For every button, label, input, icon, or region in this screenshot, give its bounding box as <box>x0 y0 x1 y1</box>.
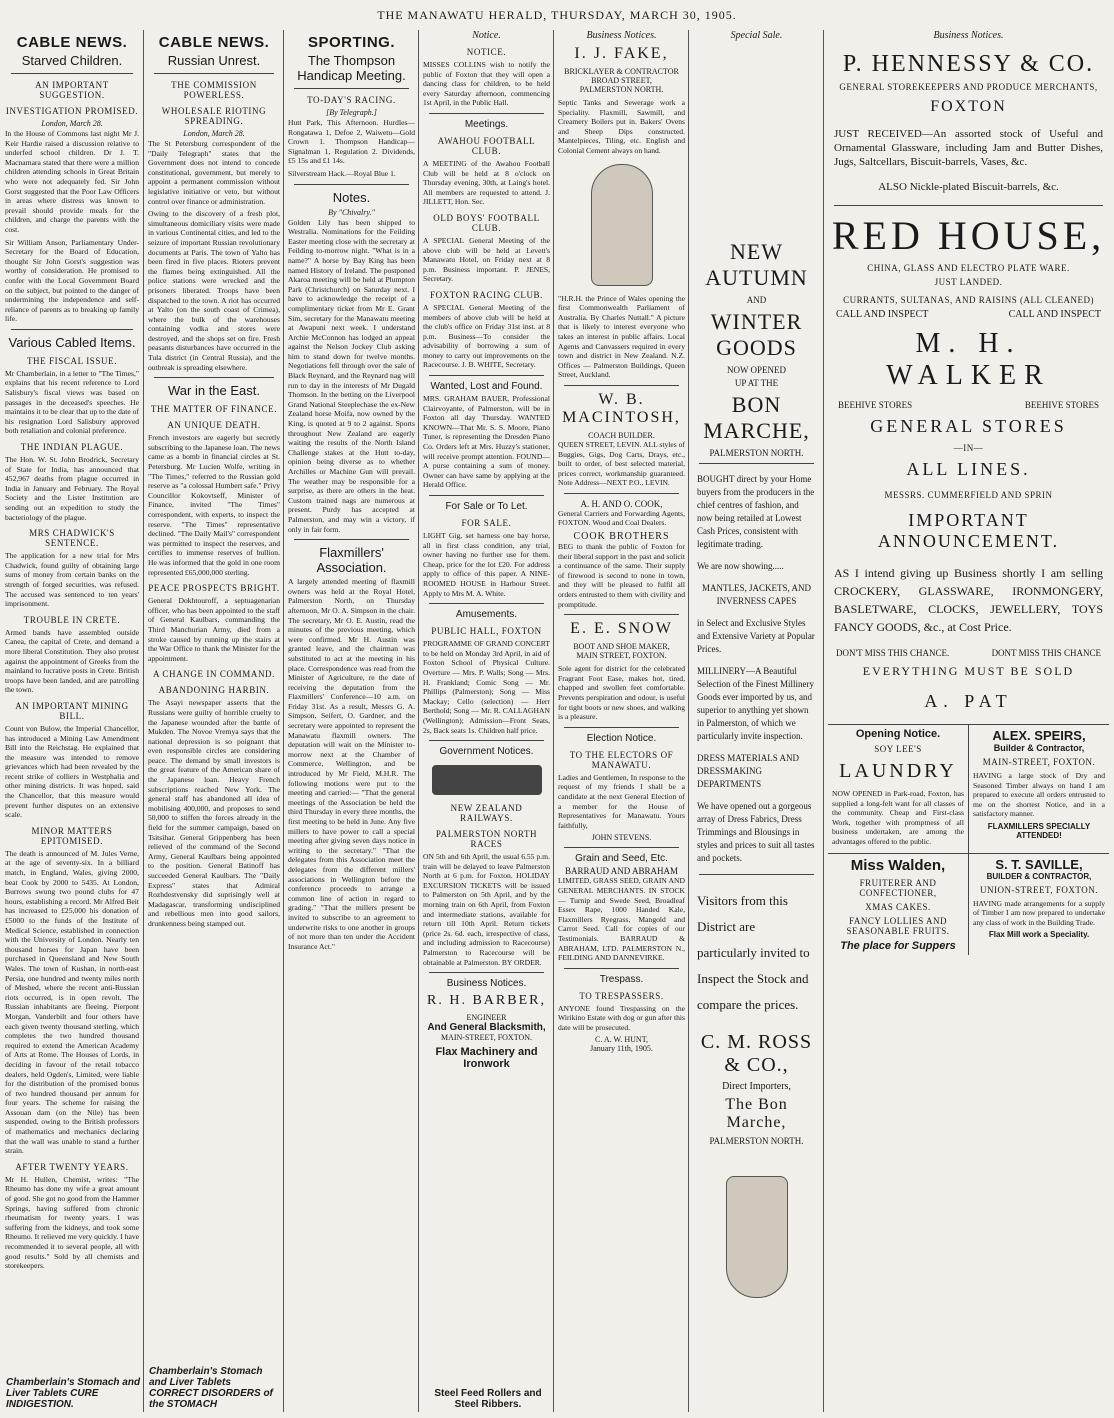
notice-text: MRS. GRAHAM BAUER, Professional Clairvoyante, of Palmerston, will be in Foxton all day Thursday. WANTED KNOWN—That Mr. S. S. Moore, Piano Tuner, is representing the Dresden Piano Co. Orders left at Mrs. Huzzy's stationer, will receive prompt attention. FOUND—A purse containing a sum of money. Owner can have same by applying at the Herald Office. <box>423 394 550 490</box>
article-subhead: THE INDIAN PLAGUE. <box>20 442 124 453</box>
ad-text: HAVING a large stock of Dry and Seasoned Timber always on hand I am prepared to execute all orders entrusted to me on the shortest Notice, and in a satisfactory manner. <box>973 771 1105 819</box>
article-subhead: WHOLESALE RIOTING SPREADING. <box>161 106 267 126</box>
article-subhead: THE COMMISSION POWERLESS. <box>171 80 257 100</box>
ad-headline: GENERAL STORES <box>870 416 1067 436</box>
sale-text: MANTLES, JACKETS, AND INVERNESS CAPES <box>701 583 811 606</box>
ad-text: EVERYTHING MUST BE SOLD <box>862 664 1075 678</box>
sale-headline: C. M. ROSS & CO., <box>700 1031 813 1076</box>
sale-headline: BON MARCHE, <box>703 392 810 443</box>
train-illustration <box>432 765 542 795</box>
pointing-hand-illustration <box>591 164 653 286</box>
advertiser-trade: COACH BUILDER. <box>588 430 655 440</box>
ad-text: DON'T MISS THIS CHANCE. <box>836 648 950 658</box>
section-subtitle: Wanted, Lost and Found. <box>430 381 543 393</box>
notice-heading: FOR SALE. <box>461 518 512 528</box>
section-subtitle: War in the East. <box>168 383 260 399</box>
ad-text: —IN— <box>953 443 984 453</box>
notice-heading: FOXTON RACING CLUB. <box>430 289 543 300</box>
article-text: The death is announced of M. Jules Verne, at the age of seventy-six. In a billiard match, in England, Wales, giving 2000, beat Cook by 2000 to 5435. At London, Burrows swung two pound clubs for 47 hours, establishing a record. Mr Alfred Beit has increased to £25,000 his donation of £5000 to the funds of the Institute of Medical Science, established in connection with the University of London. Nearly ten thousand horses for Japan have been purchased in Queensland and New South Wales. The town of Kushan, in north-east Persia, one hundred and twenty miles north of Meshed, where the recent anti-Russian riots occurred, is in open revolt. The Russian inhabitants are fleeing. Pierpont Morgan, Vanderbilt and four others have each given twenty thousand sterling, which completes the two hundred thousand required to extend the American Academy of Arts at Rome. The Houses of Lords, in deciding in favour of the retail tobacco dealers, held Ogden's, Limited, were liable for the distribution of the promised bonus of two hundred thousand per annum for four years. The scheme for raising the Assouan dam (on the Nile) has been suspended, owing to the British professors of mathematics and mechanics declaring that the wall was unable to stand a further strain. <box>5 848 139 1156</box>
advertiser-line: Flax Machinery and Ironwork <box>435 1046 538 1071</box>
ad-text: DONT MISS THIS CHANCE <box>991 648 1101 658</box>
notice-text: A SPECIAL General Meeting of the members of above club will be held at the club's office on Friday 31st inst. at 8 p.m. Business—To consider the advisability of borrowing a sum of money to carry out improvements on the Racecourse. J. B. WHITE, Secretary. <box>423 302 550 370</box>
advertiser-name: I. J. FAKE, <box>574 45 669 62</box>
ad-heading: Opening Notice. <box>855 728 941 740</box>
ad-text: Flax Mill work a Speciality. <box>988 930 1090 940</box>
article-subhead: AFTER TWENTY YEARS. <box>15 1161 129 1172</box>
advertiser-name: Miss Walden, <box>850 856 946 874</box>
advertiser-trade: ENGINEER <box>466 1013 507 1023</box>
article-subhead: THE FISCAL ISSUE. <box>26 355 118 366</box>
ad-text: HAVING made arrangements for a supply of Timber I am now prepared to undertake any class of work in the Building Trade. <box>973 898 1105 927</box>
article-subhead: AN IMPORTANT SUGGESTION. <box>35 80 109 100</box>
advertiser-name: ALEX. SPEIRS, <box>992 728 1086 743</box>
sale-text: AND <box>746 295 767 305</box>
signature: JOHN STEVENS. <box>591 833 652 843</box>
advertiser-name: W. B. MACINTOSH, <box>562 390 681 426</box>
notice-text: MISSES COLLINS wish to notify the public of Foxton that they will open a dancing class for children, to be held every Saturday afternoon, commencing 1st April, in the Public Hall. <box>423 60 550 108</box>
sale-headline: NEW AUTUMN <box>705 239 808 290</box>
section-subtitle: Business Notices. <box>446 978 527 990</box>
section-subtitle: Government Notices. <box>439 746 534 758</box>
dateline: London, March 28. <box>41 119 103 128</box>
ad-text: QUEEN STREET, LEVIN. ALL styles of Buggies, Gigs, Dog Carts, Drays, etc., built to order, of best selected material, prices correct, workmanship guaranteed. Note Address—NEXT P.O., LEVIN. <box>558 439 685 488</box>
article-text: The Hon. W. St. John Brodrick, Secretary of State for India, has announced that 452,967 deaths from plague occurred in India in January and February. The Royal Society and the Lister Institution are sending out an expedition to study the bacteriology of the plague. <box>5 455 139 522</box>
ad-text: The place for Suppers <box>840 939 956 952</box>
small-ads-row-1 <box>828 724 1109 853</box>
sale-text: BOUGHT direct by your Home buyers from the producers in the chief centres of fashion, and now being retailed at Lowest Cash Prices, consistent with legitimate trading. <box>697 474 815 549</box>
ad-text: General Carriers and Forwarding Agents, FOXTON. Wood and Coal Dealers. <box>558 508 685 528</box>
notice-heading: NEW ZEALAND RAILWAYS. <box>450 803 523 824</box>
dont-miss-row <box>828 648 1109 658</box>
notice-text: PROGRAMME OF GRAND CONCERT to be held on Monday 3rd April, in aid of Foxton School of Physical Culture. Overture — Mrs. P. Walls; Song — Mrs. H. Frankland; Comic Song — Mr. Phillips (Palmerston); Song — Miss Mackay; Cello (selection) — Herr Berthold; Song — Mr. R. CALLAGHAN (Wellington); Admission—Front Seats, 2s, Back seats 1s. Children half price. <box>423 639 550 735</box>
ad-text: AS I intend giving up Business shortly I am selling CROCKERY, GLASSWARE, IRONMONGERY, BASLETWARE, CLOCKS, JEWELLERY, TOYS FANCY GOODS, &c., at Cost Price. <box>834 566 1103 634</box>
article-text: French investors are eagerly but secretly subscribing to the Japanese loan. The news came as a bomb in financial circles at St. Petersburg. Mr Lucien Wolfe, writing in "The Times," referred to the Russian gold reserve as "a colossal Humbert safe." Privy Councillor Kokovtseff, Minister of Finance, invited "The Times" correspondent, with experts, to inspect the reserve. "The Times" representative declined. "The Daily Mail's" correspondent was permitted to inspect the reserves, and certifies to immense reserves of bullion. He was informed that the gold in one room represented £65,000,000 sterling. <box>148 433 280 577</box>
call-text: CALL AND INSPECT <box>836 309 929 320</box>
article-text: Count von Bulow, the Imperial Chancellor, has introduced a Mining Law Amendment Bill into the Reichstag. He explained that the measure was intended to remove grievances which had been revealed by the recent strike of colliers in Westphalia and other mining districts. It was hoped, said the Chancellor, that this measure would prevent further disputes on an extensive scale. <box>5 723 139 820</box>
ad-text: XMAS CAKES. <box>865 901 931 912</box>
advert-footer: Steel Feed Rollers and Steel Ribbers. <box>434 1388 542 1410</box>
advertiser-name: R. H. BARBER, <box>427 993 546 1009</box>
article-text: Silverstream Hack.—Royal Blue 1. <box>288 168 396 178</box>
advertiser-address: BROAD STREET, <box>591 76 652 85</box>
article-text: Owing to the discovery of a fresh plot, simultaneous domiciliary visits were made in various Continental cities, and led to the seizure of important Russian revolutionary documents at Paris. The town of Yalto has been fired in five places. Rioters prevent the flames being extinguished. All the police stations were wrecked and the prisoners liberated. Troops have been dispatched to the town. A riot has occurred at Yalto (on the south coast of Crimea), where the bulk of the warehouses containing vodka and stores were destroyed, and the shops set on fire. Fresh peasants disturbances have occurred in the Tula district (in Central Russia), and the outbreak is spreading elsewhere. <box>148 209 280 372</box>
article-text: Golden Lily has been shipped to Westralia. Nominations for the Feilding Easter meeting close with the secretary at Feilding to-morrow night. "What is in a name?" A horse by Bay King has been named History of Ireland. The postponed Akaroa meeting will be held at Plumpton Park (Christchurch) on Saturday next. I have to acknowledge the receipt of a complimentary ticket from Mr E. Grant Sim, secretary for the Manawatu meeting at Awapuni next week. I understand Archie McConnon has lodged an appeal against the Nelson Jockey Club asking him to stand down for twelve months. Negotiations fell through over the sale of Black Reynard, and the Reynard nag will run to day in the interests of Mr Dugald Thomson. In the betting on the Liverpool Grand National Steeplechase the ex-New Zealand horse Moifa, now owned by the King, is quoted at 9 to 2 against. Sports throughout New Zealand are eagerly waiting the results of the North Island Challenge stakes at the Hutt to-day, opinion being diverse as to whether Archilles or Machine Gun will prevail. The weather may be responsible for a surprise, as there are others in the heat. Custom trained nags are numerous at present. Purdy has accepted at Palmerston, and may win a victory, if only in fair form. <box>288 217 415 534</box>
article-title: Russian Unrest. <box>167 53 261 68</box>
ad-text: "H.R.H. the Prince of Wales opening the first Commonwealth Parliament of Australia. By Charles Nuttall." A picture that is likely to interest everyone who takes an interest in public affairs. Local Agents and Canvassers required in every town and district in New Zealand. N.Z. Offices — Palmerston Buildings, Queen Street, Auckland. <box>558 293 685 380</box>
article-text: The Asayi newspaper asserts that the Russians were guilty of horrible cruelty to the Japanese wounded after the battle of Mukden. The Novoe Vremya says that the national depression is so poignant that even responsible circles are considering peace. The demand by small investors is the great feature of the American share of the Japanese loan. Heavy French subscriptions reached New York. The general staff has abandoned all idea of mobilising 400,000, and proposes to send 50,000 to stiffen the forces already in the field for the summer campaign, based on Tsitsihar. General Grippenberg has been relieved of the command of the Second Army, General Kaulbars being appointed to the position. General Batinoff has succeeded General Kaulbars. The "Daily Express" states that Admiral Rozhdestvensky did suprisingly well at Madagascar, transforming undisciplined and rebellious men into good sailors, drunkenness being stamped out. <box>148 698 280 928</box>
section-subtitle: Meetings. <box>464 118 509 130</box>
article-title: The Thompson Handicap Meeting. <box>297 53 406 83</box>
sale-text: UP AT THE <box>734 378 779 388</box>
ad-soy-lee <box>828 725 968 853</box>
advertiser-address: PALMERSTON NORTH. <box>579 85 664 94</box>
article-subhead: AN IMPORTANT MINING BILL. <box>15 700 129 721</box>
section-subtitle: Grain and Seed, Etc. <box>575 853 668 865</box>
advertiser-town: FOXTON <box>930 98 1007 115</box>
ad-miss-walden <box>828 854 968 955</box>
article-subhead: AN UNIQUE DEATH. <box>167 420 261 431</box>
sale-text: MILLINERY—A Beautiful Selection of the Finest Millinery Goods ever imported by us, and superior to anything yet shown in Palmerston, of which we particularly invite inspection. <box>697 666 814 741</box>
column-heading: Business Notices. <box>933 30 1004 41</box>
advert-chamberlains: Chamberlain's Stomach and Liver Tablets CURE INDIGESTION. <box>6 1377 141 1410</box>
section-subtitle: Flaxmillers' Association. <box>316 545 387 576</box>
column-business-notices-1 <box>555 30 688 1412</box>
sale-text: Direct Importers, <box>722 1081 791 1092</box>
column-special-sale <box>690 30 823 1412</box>
notice-text: Ladies and Gentlemen, In response to the request of my friends I shall be a candidate at the next General Election of a member for the House of Representatives for Manawatu. Yours faithfully, <box>558 772 685 830</box>
advertiser-trade: BRICKLAYER & CONTRACTOR <box>564 67 679 76</box>
small-ads-row-2 <box>828 853 1109 955</box>
notice-heading: NOTICE. <box>466 47 507 57</box>
call-text: CALL AND INSPECT <box>1008 309 1101 320</box>
signature: C. A. W. HUNT, <box>595 1035 648 1045</box>
advertiser-name: E. E. SNOW <box>570 620 673 638</box>
article-text: Mr Chamberlain, in a letter to "The Times," explains that his recent reference to Lord Salisbury's fiscal views was based on passages in the deceased's speeches. He maintains it to be clear that up to the date of his resignation Lord Salisbury approved both retaliation and colonial preference. <box>5 368 139 436</box>
advertiser-name: RED HOUSE, <box>831 213 1106 258</box>
advertiser-trade: FRUITERER AND CONFECTIONER, <box>859 877 937 898</box>
stores-row <box>828 400 1109 410</box>
advertiser-name: BARRAUD AND ABRAHAM <box>564 866 679 877</box>
notice-text: LIGHT Gig, set harness one bay horse, all in first class condition, any trial, owner having no further use for them. Cheap, price for the lot £20. For address apply to office of this paper. A NINE-ROOMED HOUSE in Harbour Street. Apply to Mrs M. A. White. <box>423 531 550 598</box>
advertiser-name: A. H. AND O. COOK, <box>580 498 663 509</box>
column-cable-news-1 <box>2 30 142 1412</box>
article-text: General Dokhtouroff, a septuagenarian officer, who has been appointed to the staff of General Kaulbars, commanding the Third Manchurian Army, died from a stroke caused by running up the stairs at the War Office to thank the Minister for the appointment. <box>148 596 280 663</box>
notice-text: ON 5th and 6th April, the usual 6.55 p.m. train will be delayed to leave Palmerston North at 6 p.m. for Foxton. HOLIDAY EXCURSION TICKETS will be issued to Palmerston on 5th April, and by the morning train on 6th April, from Foxton and intermediate stations, available for return till 10th April. Return tickets (price 2s. 6d. each, irrespective of class, and including admission to Racecourse) Palmerston to Racecourse will be obtainable at Palmerston. BY ORDER. <box>423 852 550 967</box>
advertiser-address: MAIN-STREET, FOXTON. <box>982 757 1096 767</box>
ad-alex-speirs <box>968 725 1109 853</box>
article-text: Mr H. Hullen, Chemist, writes: "The Rheumo has done my wife a great amount of good. She got no good from the Hammer Springs, having suffered from chronic rheumatism for twenty years. I was suffering from the kidneys, and took some Rheumo. It relieved me very quickly. I have recommended it to several people, all with good results." Sold by all chemists and storekeepers. <box>5 1174 139 1271</box>
notice-heading: PUBLIC HALL, FOXTON <box>431 626 542 637</box>
article-title: Starved Children. <box>21 53 123 68</box>
column-business-notices-2 <box>825 30 1112 1412</box>
column-rule <box>823 30 824 1412</box>
advertiser-name: M. H. WALKER <box>886 328 1051 391</box>
article-text: A largely attended meeting of flaxmill owners was held at the Royal Hotel, Palmerston North, on Thursday afternoon, Mr O. A. Simpson in the chair. The secretary, Mr O. E. Austin, read the minutes of the previous meeting, which were confirmed. Mr H. Austin was granted leave, and the chairman was substituted to act at the meeting in his place. Correspondence was read from the Minister of Agriculture, re the date of receiving the deputation from the Flaxmillers' Conference—10 a.m. on Friday 31st. As a result, Messrs G. A. Simpson, Seifert, O. Gardner, and the secretary were appointed to represent the Manawatu flaxmill owners. The deputation will wait on the Minister to-morrow next at the Chamber of Commerce, Wellington, and be introduced by Mr Field, M.H.R. The following motions were put to the meeting and carried:— "That the general meetings of the Association be held the third Thursday in every three months, the first meeting to be held in June. Any five millers to have power to call a special meeting after giving seven days notice in writing to the secretary." "That the delegates from this Association meet the delegates from the different millers' associations in Wellington before the conference proceeds to arrange a common line of action in regard to grading." "That the millers present be invited to subscribe to an agreement to underwrite risks to one another in groups of not more than ten under the Accident Insurance Act." <box>288 577 415 951</box>
advertiser-name: P. HENNESSY & CO. <box>842 51 1095 77</box>
column-heading: Special Sale. <box>730 30 783 41</box>
section-subtitle: For Sale or To Let. <box>445 501 528 512</box>
notice-text: A MEETING of the Awahou Football Club will be held at 8 o'clock on Thursday evening, 30th, at Laing's hotel. All members are requested to attend. J. JILLETT, Hon. Sec. <box>423 158 550 207</box>
article-text: Armed bands have assembled outside Canea, the capital of Crete, and demand a more liberal Constitution. They also protest against the appointment of Greeks from the mainland to lucrative posts in Crete. British troops have been landed, and are patrolling the town. <box>5 627 139 695</box>
pointing-hand-illustration <box>726 1176 788 1298</box>
sale-text: DRESS MATERIALS AND DRESSMAKING DEPARTMENTS <box>697 753 800 789</box>
sale-text: PALMERSTON NORTH. <box>709 448 804 458</box>
column-heading: Notice. <box>472 30 501 41</box>
advertiser-trade: CHINA, GLASS AND ELECTRO PLATE WARE. <box>867 263 1070 273</box>
sale-text: PALMERSTON NORTH. <box>709 1136 804 1146</box>
column-notices <box>420 30 553 1412</box>
advertiser-name: MESSRS. CUMMERFIELD AND SPRIN <box>884 490 1053 500</box>
advertiser-trade: And General Blacksmith, <box>427 1022 546 1034</box>
ad-text: CURRANTS, SULTANAS, AND RAISINS (ALL CLEANED) <box>843 295 1094 305</box>
advertiser-address: UNION-STREET, FOXTON. <box>980 884 1098 895</box>
sale-headline: WINTER GOODS <box>710 309 803 360</box>
article-text: The St Petersburg correspondent of the "Daily Telegraph" states that the Government does not intend to concede constitutional, government, but merely to appoint a permanent commission without legislative initiative or veto, but without control over finance or administration. <box>148 139 280 206</box>
ad-text: FANCY LOLLIES AND SEASONABLE FRUITS. <box>846 915 950 936</box>
column-rule <box>553 30 554 1412</box>
notice-text: A SPECIAL General Meeting of the above club will be held at Levett's Manawatu Hotel, on Friday next at 8 p.m. Business important. P. JENES, Secretary. <box>423 235 550 284</box>
advertiser-name: COOK BROTHERS <box>573 531 670 543</box>
advertiser-trade: GENERAL STOREKEEPERS AND PRODUCE MERCHANTS, <box>839 82 1098 92</box>
ad-text: Septic Tanks and Sewerage work a Speciality. Flaxmill, Sawmill, and Creamery Boilers put in. Bakers' Ovens and Sheep Dips constructed. Mantelpieces, Tiling, etc. English and Colonial Cement always on hand. <box>558 98 685 155</box>
advertiser-name: A. PAT <box>924 691 1013 711</box>
notice-heading: AWAHOU FOOTBALL CLUB. <box>437 135 536 156</box>
article-text: The application for a new trial for Mrs Chadwick, found guilty of obtaining large sums of money from certain banks on the strength of forged securities, was refused. The accused was sentenced to ten years' imprisonment. <box>5 551 139 609</box>
ad-text: BEG to thank the public of Foxton for their liberal support in the past and solicit a continuance of the same. Their supply of firewood is second to none in town, and they will be pleased to fulfil all orders entrusted to them with civility and promptitude. <box>558 542 685 609</box>
article-subhead: THE MATTER OF FINANCE. <box>150 404 278 415</box>
date: January 11th, 1905. <box>590 1044 653 1054</box>
ad-headline: ALL LINES. <box>906 459 1031 479</box>
column-rule <box>418 30 419 1412</box>
ad-text: JUST RECEIVED—An assorted stock of Useful and Ornamental Glassware, including Jam and Butter Dishes, Jugs, Saltcellars, Biscuit-barrels, Vases, &c. <box>834 128 1103 168</box>
section-subtitle: Amusements. <box>455 609 518 621</box>
dateline: [By Telegraph.] <box>326 108 377 117</box>
column-rule <box>283 30 284 1412</box>
article-subhead: A CHANGE IN COMMAND. <box>152 669 275 680</box>
section-subtitle: Notes. <box>332 189 371 205</box>
column-sporting <box>285 30 418 1412</box>
advertiser-address: MAIN-STREET, FOXTON. <box>440 1033 533 1043</box>
notice-heading: OLD BOYS' FOOTBALL CLUB. <box>433 212 540 233</box>
column-rule <box>688 30 689 1412</box>
sale-headline: The Bon Marche, <box>725 1096 788 1131</box>
article-subhead: ABANDONING HARBIN. <box>158 685 270 696</box>
notice-heading: TO THE ELECTORS OF MANAWATU. <box>569 749 674 770</box>
section-subtitle: Election Notice. <box>586 732 657 744</box>
ad-text: FLAXMILLERS SPECIALLY ATTENDED! <box>987 821 1091 840</box>
advertiser-name: SOY LEE'S <box>874 744 922 754</box>
column-rule <box>143 30 144 1412</box>
section-heading: SPORTING. <box>307 34 395 51</box>
ad-text: Sole agent for district for the celebrated Fragrant Foot Ease, makes hot, tired, chapped and swollen feet comfortable. Prevents perspiration and odour, is useful for tight boots or new shoes, and walking is a pleasure. <box>558 664 685 722</box>
ad-text: JUST LANDED. <box>934 277 1003 287</box>
article-subhead: MRS CHADWICK'S SENTENCE. <box>29 528 115 549</box>
column-heading: Business Notices. <box>586 30 657 41</box>
article-text: In the House of Commons last night Mr J. Keir Hardie raised a discussion relative to underfed school children. Dr J. T. Macnamara stated that there were a million children attending schools in Great Britain who were not adequately fed. Sir John Gorst suggested that the Poor Law Officers in areas where distress was known to prevail should provide meals for the children, and charge the parents with the cost. <box>5 129 139 234</box>
ad-text: NOW OPENED in Park-road, Foxton, has supplied a long-felt want for all classes of the community. Cheap and First-class Work, together with promptness of all business undertaken, are among the advantages offered to the public. <box>832 789 964 846</box>
ad-text: LIMITED, GRASS SEED, GRAIN AND GENERAL MERCHANTS. IN STOCK— Turnip and Swede Seed, Broadleaf Essex Rape, 1000 Handed Kale, Flaxmillers Ryegrass, Mangold and Carrot Seed. Call for copies of our Testimonials. BARRAUD & ABRAHAM, LTD. PALMERSTON N., FEILDING AND DANNEVIRKE. <box>558 876 685 963</box>
article-text: Hutt Park, This Afternoon. Hurdles—Rongatawa 1, Defoe 2, Waiwetu—Gold Crown 1. Thompson Handicap—Signalman 1, Regulation 2. Dividends, £5 15s and £1 14s. <box>288 118 415 166</box>
advertiser-trade: LAUNDRY <box>839 760 957 782</box>
advertiser-trade: Builder & Contractor, <box>993 743 1085 753</box>
byline: By "Chivalry." <box>328 207 375 217</box>
advertiser-address: MAIN STREET, FOXTON. <box>576 651 667 661</box>
advertiser-trade: BUILDER & CONTRACTOR, <box>986 871 1092 881</box>
section-heading: CABLE NEWS. <box>16 34 128 51</box>
call-row <box>828 309 1109 320</box>
article-subhead: TO-DAY'S RACING. <box>307 95 396 105</box>
notice-text: ANYONE found Trespassing on the Wirikino Estate with dog or gun after this date will be prosecuted. <box>558 1003 685 1032</box>
ad-text: ALSO Nickle-plated Biscuit-barrels, &c. <box>878 181 1059 193</box>
sale-text: We have opened out a gorgeous array of Dress Fabrics, Dress Trimmings and Blousings in styles and prices to suit all tastes and pockets. <box>697 801 815 863</box>
dateline: London, March 28. <box>183 129 245 138</box>
sale-invitation: Visitors from this District are particularly invited to Inspect the Stock and compare the prices. <box>697 893 810 1012</box>
article-subhead: PEACE PROSPECTS BRIGHT. <box>148 583 280 594</box>
article-subhead: MINOR MATTERS EPITOMISED. <box>31 825 113 846</box>
masthead: THE MANAWATU HERALD, THURSDAY, MARCH 30, 1905. <box>377 8 737 22</box>
article-text: Sir William Anson, Parliamentary Under-Secretary for the Board of Education, thought Sir John Gorst's suggestion was worthy of consideration. He promised to confer with the Local Government Board on the subject, but pointed to the danger of undermining the independence and self-reliance of parents as to breaking up family life. <box>5 237 139 324</box>
store-name: BEEHIVE STORES <box>1024 400 1099 410</box>
article-subhead: TROUBLE IN CRETE. <box>23 614 121 625</box>
notice-heading: TO TRESPASSERS. <box>579 990 664 1001</box>
advertiser-trade: BOOT AND SHOE MAKER, <box>573 642 670 652</box>
column-cable-news-2 <box>145 30 283 1412</box>
sale-text: in Select and Exclusive Styles and Extensive Variety at Popular Prices. <box>697 618 815 654</box>
ad-headline: IMPORTANT ANNOUNCEMENT. <box>877 510 1060 551</box>
sale-text: We are now showing..... <box>697 561 784 571</box>
advert-chamberlains: Chamberlain's Stomach and Liver Tablets CORRECT DISORDERS of the STOMACH <box>149 1366 273 1410</box>
section-subtitle: Trespass. <box>599 973 644 985</box>
section-heading: CABLE NEWS. <box>158 34 270 51</box>
article-subhead: INVESTIGATION PROMISED. <box>5 106 139 116</box>
sale-text: NOW OPENED <box>726 365 787 375</box>
section-subtitle: Various Cabled Items. <box>8 334 136 350</box>
notice-heading: PALMERSTON NORTH RACES <box>435 829 538 850</box>
store-name: BEEHIVE STORES <box>838 400 913 410</box>
advertiser-name: S. T. SAVILLE, <box>995 856 1083 872</box>
ad-st-saville <box>968 854 1109 955</box>
